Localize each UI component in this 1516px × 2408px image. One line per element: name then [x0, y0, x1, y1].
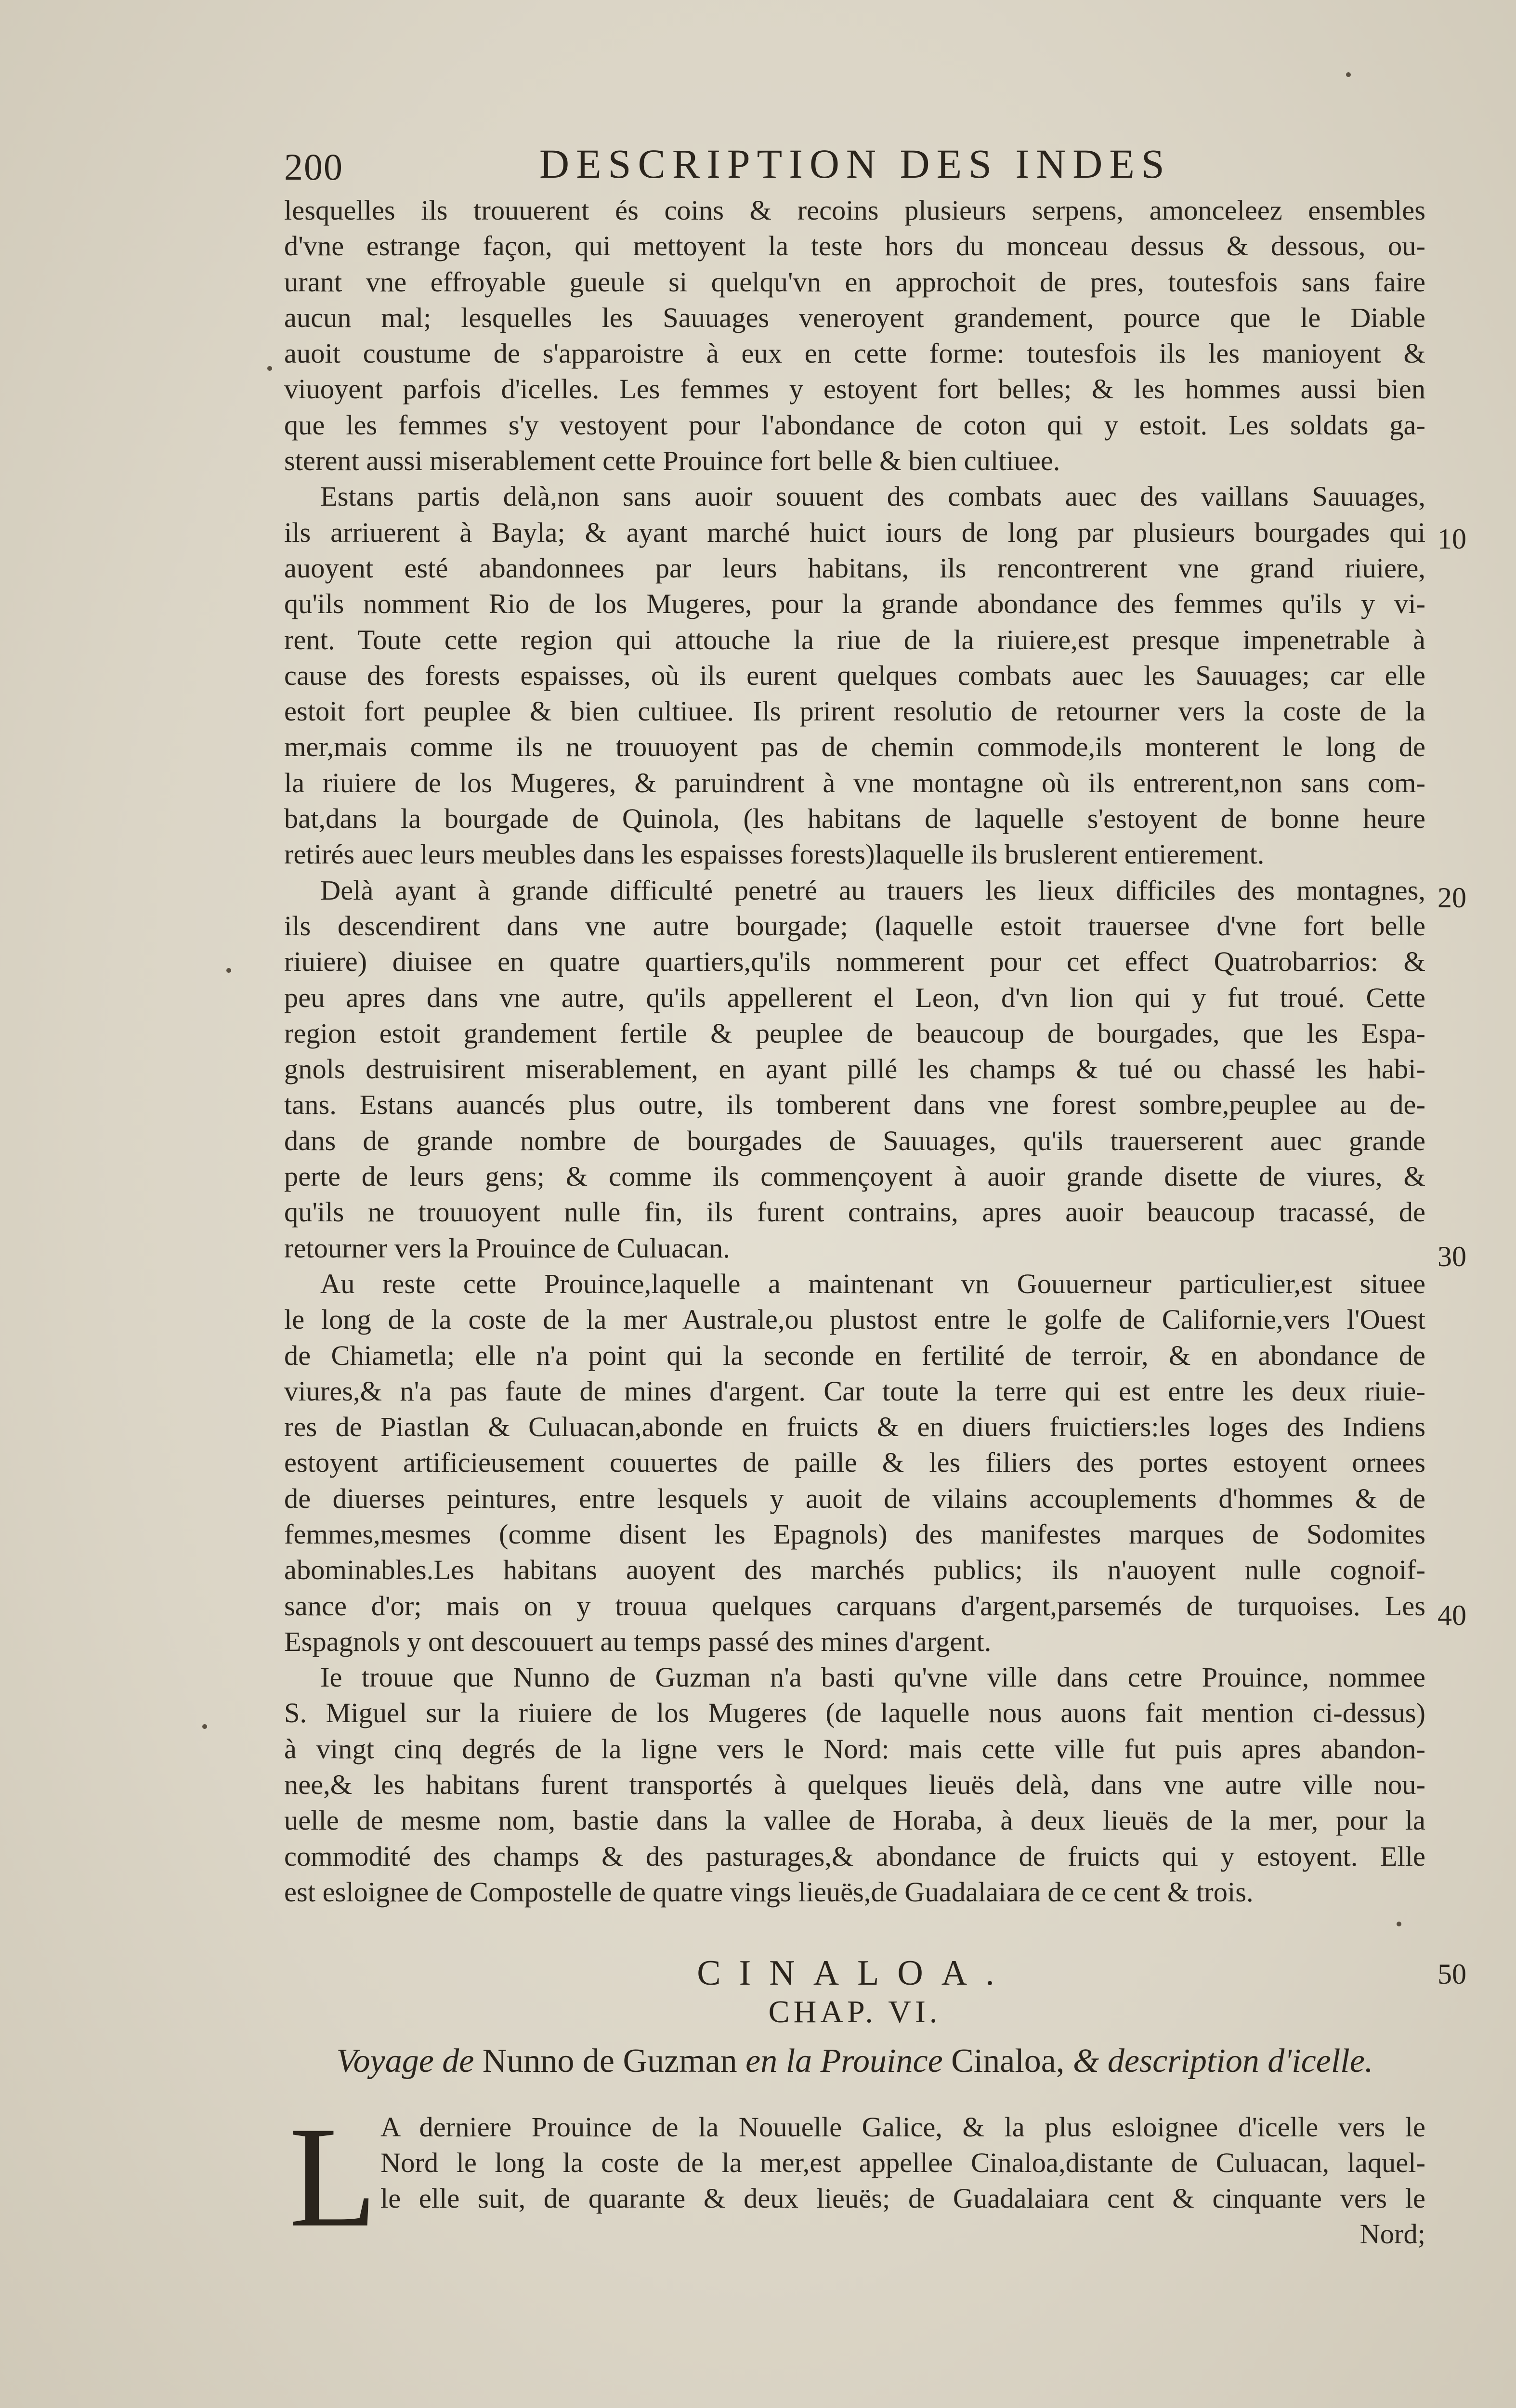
text-line: region estoit grandement fertile & peuplee de beaucoup de bourgades, que les Espa-	[284, 1017, 1425, 1049]
text-line: estoit fort peuplee & bien cultiuee. Ils prirent resolutio de retourner vers la coste de la	[284, 695, 1425, 727]
text-line: la riuiere de los Mugeres, & paruindrent à vne montagne où ils entrerent,non sans com-	[284, 767, 1425, 798]
text-line: que les femmes s'y vestoyent pour l'abondance de coton qui y estoit. Les soldats ga-	[284, 409, 1425, 441]
paper-speck	[267, 366, 272, 371]
text-line: bat,dans la bourgade de Quinola, (les habitans de laquelle s'estoyent de bonne heure	[284, 803, 1425, 835]
text-line: de diuerses peintures, entre lesquels y auoit de vilains accouplements d'hommes & de	[284, 1482, 1425, 1514]
text-line: cause des forests espaisses, où ils eurent quelques combats auec les Sauuages; car elle	[284, 659, 1425, 691]
text-line: ils descendirent dans vne autre bourgade; (laquelle estoit trauersee d'vne fort belle	[284, 910, 1425, 942]
paper-speck	[202, 1724, 207, 1729]
text-line: abominables.Les habitans auoyent des marchés publics; ils n'auoyent nulle cognoif-	[284, 1554, 1425, 1586]
paragraph	[284, 193, 1425, 479]
text-line: Estans partis delà,non sans auoir souuent des combats auec des vaillans Sauuages,	[320, 481, 1425, 512]
text-line: ils arriuerent à Bayla; & ayant marché huict iours de long par plusieurs bourgades qui	[284, 516, 1425, 548]
chapter-subtitle	[284, 2042, 1425, 2081]
text-line: viuoyent parfois d'icelles. Les femmes y estoyent fort belles; & les hommes aussi bien	[284, 373, 1425, 405]
text-line: viures,& n'a pas faute de mines d'argent. Car toute la terre qui est entre les deux riuie-	[284, 1375, 1425, 1407]
text-line: tans. Estans auancés plus outre, ils tomberent dans vne forest sombre,peuplee au de-	[284, 1089, 1425, 1121]
text-line: auoit coustume de s'apparoistre à eux en cette forme: toutesfois ils les manioyent &	[284, 338, 1425, 369]
chapter-title: CINALOA.	[697, 1953, 1013, 1993]
text-line: à vingt cinq degrés de la ligne vers le Nord: mais cette ville fut puis apres abandon-	[284, 1733, 1425, 1765]
catchword: Nord;	[1359, 2218, 1425, 2250]
text-line: urant vne effroyable gueule si quelqu'vn en approchoit de pres, toutesfois sans faire	[284, 266, 1425, 298]
text-line: aucun mal; lesquelles les Sauuages veneroyent grandement, pource que le Diable	[284, 301, 1425, 333]
text-line: retourner vers la Prouince de Culuacan.	[284, 1232, 730, 1264]
paper-speck	[226, 968, 231, 973]
text-line: lesquelles ils trouuerent és coins & recoins plusieurs serpens, amonceleez ensembles	[284, 195, 1425, 226]
text-line: riuiere) diuisee en quatre quartiers,qu'ils nommerent pour cet effect Quatrobarrios: &	[284, 946, 1425, 978]
text-line: sterent aussi miserablement cette Prouince fort belle & bien cultiuee.	[284, 445, 1060, 477]
margin-line-number: 30	[1438, 1241, 1466, 1272]
text-line: le long de la coste de la mer Australe,ou plustost entre le golfe de Californie,vers l'Ouest	[284, 1304, 1425, 1335]
subtitle-part: & description d'icelle.	[1064, 2042, 1373, 2080]
text-line: commodité des champs & des pasturages,& abondance de fruicts qui y estoyent. Elle	[284, 1840, 1425, 1872]
paper-speck	[1397, 1922, 1401, 1926]
text-line: rent. Toute cette region qui attouche la riue de la riuiere,est presque impenetrable à	[284, 624, 1425, 655]
subtitle-part: Nunno de Guzman	[482, 2042, 737, 2080]
text-line: le elle suit, de quarante & deux lieuës; de Guadalaiara cent & cinquante vers le	[380, 2183, 1425, 2214]
drop-cap: L	[289, 2097, 378, 2257]
text-line: nee,& les habitans furent transportés à quelques lieuës delà, dans vne autre ville nou-	[284, 1769, 1425, 1801]
text-line: Ie trouue que Nunno de Guzman n'a basti qu'vne ville dans cetre Prouince, nommee	[320, 1662, 1425, 1693]
paragraph	[284, 1266, 1425, 1660]
text-line: gnols destruisirent miserablement, en ayant pillé les champs & tué ou chassé les habi-	[284, 1053, 1425, 1085]
text-line: femmes,mesmes (comme disent les Epagnols) des manifestes marques de Sodomites	[284, 1518, 1425, 1550]
subtitle-part: Cinaloa,	[951, 2042, 1065, 2080]
margin-line-number: 50	[1438, 1958, 1466, 1990]
text-line: perte de leurs gens; & comme ils commençoyent à auoir grande disette de viures, &	[284, 1161, 1425, 1192]
text-line: mer,mais comme ils ne trouuoyent pas de chemin commode,ils monterent le long de	[284, 731, 1425, 763]
paragraph	[284, 479, 1425, 872]
chapter-number: CHAP. VI.	[768, 1994, 941, 2029]
text-line: qu'ils ne trouuoyent nulle fin, ils furent contrains, apres auoir beaucoup tracassé, de	[284, 1196, 1425, 1228]
main-text	[284, 193, 1425, 1910]
margin-line-number: 20	[1438, 882, 1466, 914]
text-line: sance d'or; mais on y trouua quelques carquans d'argent,parsemés de turquoises. Les	[284, 1590, 1425, 1622]
text-line: A derniere Prouince de la Nouuelle Galice, & la plus esloignee d'icelle vers le	[380, 2111, 1425, 2143]
margin-line-number: 10	[1438, 523, 1466, 555]
paragraph	[284, 873, 1425, 1266]
page-header	[284, 140, 1411, 197]
margin-line-number: 40	[1438, 1599, 1466, 1631]
text-line: res de Piastlan & Culuacan,abonde en fruicts & en diuers fruictiers:les loges des Indiens	[284, 1411, 1425, 1443]
paragraph	[284, 1660, 1425, 1910]
text-line: de Chiametla; elle n'a point qui la seconde en fertilité de terroir, & en abondance de	[284, 1339, 1425, 1371]
text-line: est esloignee de Compostelle de quatre vings lieuës,de Guadalaiara de ce cent & trois.	[284, 1876, 1254, 1908]
text-line: estoyent artificieusement couuertes de paille & les filiers des portes estoyent ornees	[284, 1447, 1425, 1479]
running-title: DESCRIPTION DES INDES	[539, 141, 1171, 187]
text-line: S. Miguel sur la riuiere de los Mugeres (de laquelle nous auons fait mention ci-dessus)	[284, 1697, 1425, 1729]
text-line: d'vne estrange façon, qui mettoyent la teste hors du monceau dessus & dessous, ou-	[284, 230, 1425, 262]
text-line: peu apres dans vne autre, qu'ils appellerent el Leon, d'vn lion qui y fut troué. Cette	[284, 982, 1425, 1013]
text-line: uelle de mesme nom, bastie dans la vallee de Horaba, à deux lieuës de la mer, pour la	[284, 1805, 1425, 1836]
text-line: Delà ayant à grande difficulté penetré au trauers les lieux difficiles des montagnes,	[320, 874, 1425, 906]
paper-speck	[1346, 72, 1351, 77]
subtitle-part: en la Prouince	[737, 2042, 952, 2080]
text-line: auoyent esté abandonnees par leurs habitans, ils rencontrerent vne grand riuiere,	[284, 552, 1425, 584]
text-line: Nord le long la coste de la mer,est appellee Cinaloa,distante de Culuacan, laquel-	[380, 2147, 1425, 2178]
text-line: Espagnols y ont descouuert au temps passé des mines d'argent.	[284, 1625, 992, 1657]
text-line: Au reste cette Prouince,laquelle a maintenant vn Gouuerneur particulier,est situee	[320, 1268, 1425, 1299]
text-line: dans de grande nombre de bourgades de Sauuages, qu'ils trauerserent auec grande	[284, 1125, 1425, 1156]
text-line: qu'ils nomment Rio de los Mugeres, pour la grande abondance des femmes qu'ils y vi-	[284, 588, 1425, 620]
text-line: retirés auec leurs meubles dans les espaisses forests)laquelle ils bruslerent entierement.	[284, 838, 1265, 870]
page-number: 200	[284, 146, 343, 188]
chapter-opening-paragraph	[380, 2109, 1425, 2252]
subtitle-part: Voyage de	[336, 2042, 483, 2080]
